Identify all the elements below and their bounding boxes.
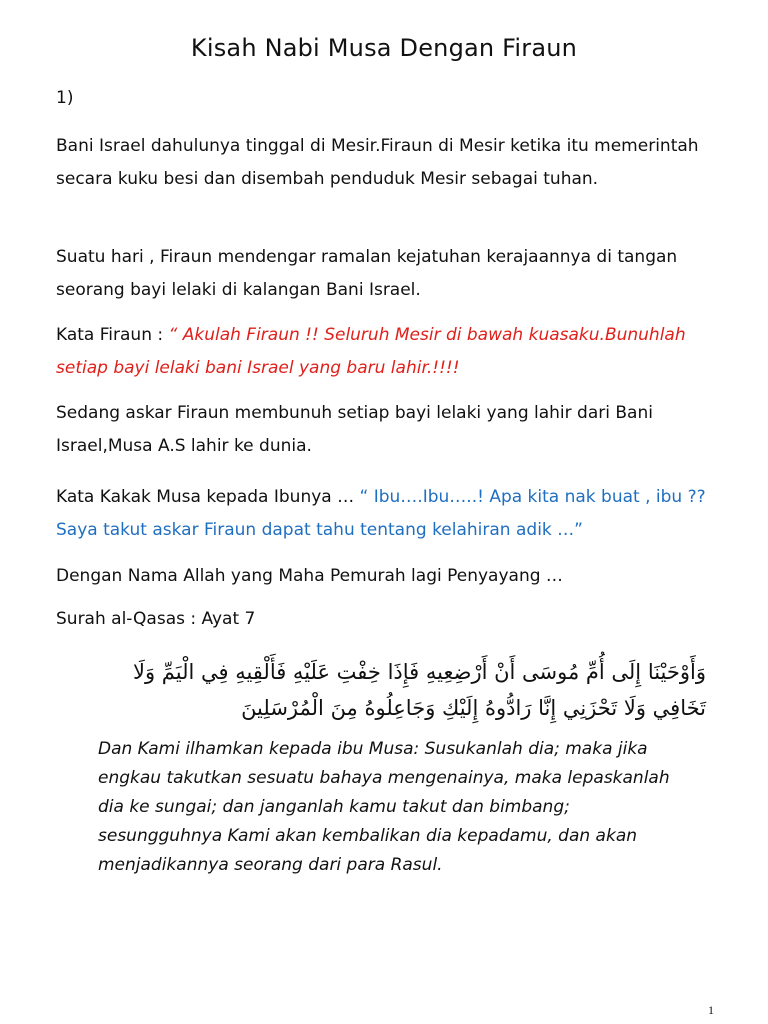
paragraph-musa-born: Sedang askar Firaun membunuh setiap bayi lelaki yang lahir dari Bani Israel,Musa A.S lahir ke dunia. bbox=[56, 403, 653, 456]
page-title: Kisah Nabi Musa Dengan Firaun bbox=[190, 34, 578, 62]
sister-speech-quote: “ Ibu….Ibu…..! Apa kita nak buat , ibu ?? Saya takut askar Firaun dapat tahu tentang kelahiran adik …” bbox=[56, 487, 706, 540]
paragraph-intro: Bani Israel dahulunya tinggal di Mesir.Firaun di Mesir ketika itu memerintah secara kuku besi dan disembah penduduk Mesir sebagai tuhan. bbox=[56, 136, 699, 189]
verse-translation: Dan Kami ilhamkan kepada ibu Musa: Susukanlah dia; maka jika engkau takutkan sesuatu bahaya mengenainya, maka lepaskanlah dia ke sungai; dan janganlah kamu takut dan bimbang; sesungguhnya Kami akan kembalikan dia kepadamu, dan akan menjadikannya seorang dari para Rasul. bbox=[98, 739, 670, 875]
firaun-speech-quote: “ Akulah Firaun !! Seluruh Mesir di bawah kuasaku.Bunuhlah setiap bayi lelaki bani Israel yang baru lahir.!!!! bbox=[56, 325, 686, 378]
paragraph-surah-ref: Surah al-Qasas : Ayat 7 bbox=[56, 609, 256, 629]
paragraph-prophecy: Suatu hari , Firaun mendengar ramalan kejatuhan kerajaannya di tangan seorang bayi lelaki di kalangan Bani Israel. bbox=[56, 247, 678, 300]
page-number: 1 bbox=[708, 1003, 714, 1017]
arabic-verse: وَأَوْحَيْنَا إِلَى أُمِّ مُوسَى أَنْ أَرْضِعِيهِ فَإِذَا خِفْتِ عَلَيْهِ فَأَلْقِيهِ فِي الْيَمِّ وَلَا تَخَافِي وَلَا تَحْزَنِي إِنَّا رَادُّوهُ إِلَيْكِ وَجَاعِلُوهُ مِنَ الْمُرْسَلِينَ bbox=[132, 660, 706, 720]
paragraph-sister-speech bbox=[56, 481, 726, 547]
firaun-speech-lead: Kata Firaun : bbox=[56, 325, 169, 345]
sister-speech-lead: Kata Kakak Musa kepada Ibunya … bbox=[56, 487, 360, 507]
section-number: 1) bbox=[56, 88, 74, 108]
paragraph-firaun-speech bbox=[56, 319, 726, 385]
paragraph-basmala: Dengan Nama Allah yang Maha Pemurah lagi Penyayang … bbox=[56, 566, 563, 586]
